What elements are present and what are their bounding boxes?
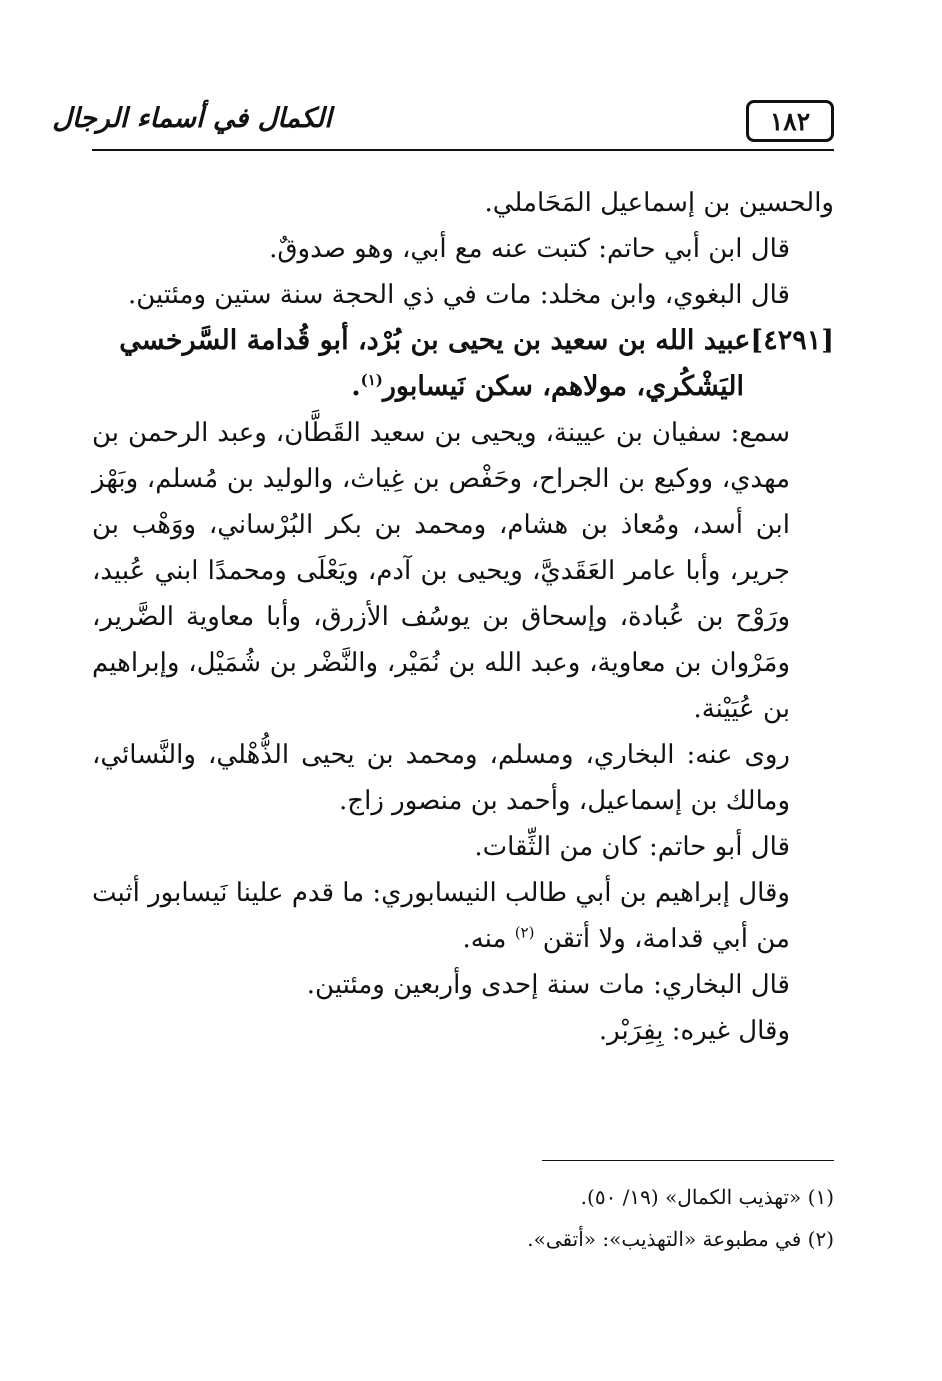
paragraph: والحسين بن إسماعيل المَحَاملي. bbox=[484, 188, 834, 218]
footnote: (٢) في مطبوعة «التهذيب»: «أتقى». bbox=[527, 1227, 834, 1251]
entry-heading-continued bbox=[92, 364, 834, 410]
main-text bbox=[92, 180, 834, 1054]
header-rule bbox=[92, 149, 834, 151]
entry-name-line1: عبيد الله بن سعيد بن يحيى بن بُرْد، أبو قُدامة السَّرخسي bbox=[119, 325, 751, 356]
footnote-ref: (٢) bbox=[514, 923, 535, 942]
paragraph: وقال غيره: بِفِرَبْر. bbox=[598, 1016, 790, 1046]
page-header bbox=[52, 96, 834, 152]
entry-number: [٤٢٩١] bbox=[750, 325, 834, 356]
paragraph: قال أبو حاتم: كان من الثِّقات. bbox=[474, 832, 790, 862]
running-title: الكمال في أسماء الرجال bbox=[52, 102, 332, 134]
paragraph: سمع: سفيان بن عيينة، ويحيى بن سعيد القَطَّان، وعبد الرحمن بن مهدي، ووكيع بن الجراح، وحَفْص بن غِياث، والوليد بن مُسلم، وبَهْز ابن أسد، ومُعاذ بن هشام، ومحمد بن بكر البُرْساني، ووَهْب بن جرير، وأبا عامر العَقَديَّ، ويحيى بن آدم، ويَعْلَى ومحمدًا ابني عُبيد، ورَوْح بن عُبادة، وإسحاق بن يوسُف الأزرق، وأبا معاوية الضَّرير، ومَرْوان بن معاوية، وعبد الله بن نُمَيْر، والنَّضْر بن شُمَيْل، وإبراهيم بن عُيَيْنة. bbox=[92, 418, 790, 724]
paragraph bbox=[92, 870, 834, 962]
paragraph: قال ابن أبي حاتم: كتبت عنه مع أبي، وهو صدوقٌ. bbox=[269, 234, 790, 264]
page-number: ١٨٢ bbox=[746, 100, 834, 142]
footnote-rule bbox=[542, 1160, 834, 1161]
paragraph-text: منه. bbox=[462, 924, 507, 954]
paragraph: روى عنه: البخاري، ومسلم، ومحمد بن يحيى الذُّهْلي، والنَّسائي، ومالك بن إسماعيل، وأحمد بن منصور زاج. bbox=[92, 740, 790, 816]
paragraph: قال البخاري: مات سنة إحدى وأربعين ومئتين. bbox=[306, 970, 790, 1000]
footnotes bbox=[92, 1176, 834, 1260]
entry-name-line2: اليَشْكُري، مولاهم، سكن نَيسابور bbox=[382, 371, 744, 402]
entry-heading bbox=[92, 318, 834, 364]
footnote-ref: (١) bbox=[360, 371, 383, 389]
entry-end: . bbox=[351, 371, 361, 402]
paragraph-text: وقال إبراهيم بن أبي طالب النيسابوري: ما قدم علينا نَيسابور أثبت من أبي قدامة، ولا أتقن bbox=[92, 878, 790, 954]
footnote: (١) «تهذيب الكمال» (١٩/ ٥٠). bbox=[580, 1185, 834, 1209]
paragraph: قال البغوي، وابن مخلد: مات في ذي الحجة سنة ستين ومئتين. bbox=[127, 280, 790, 310]
